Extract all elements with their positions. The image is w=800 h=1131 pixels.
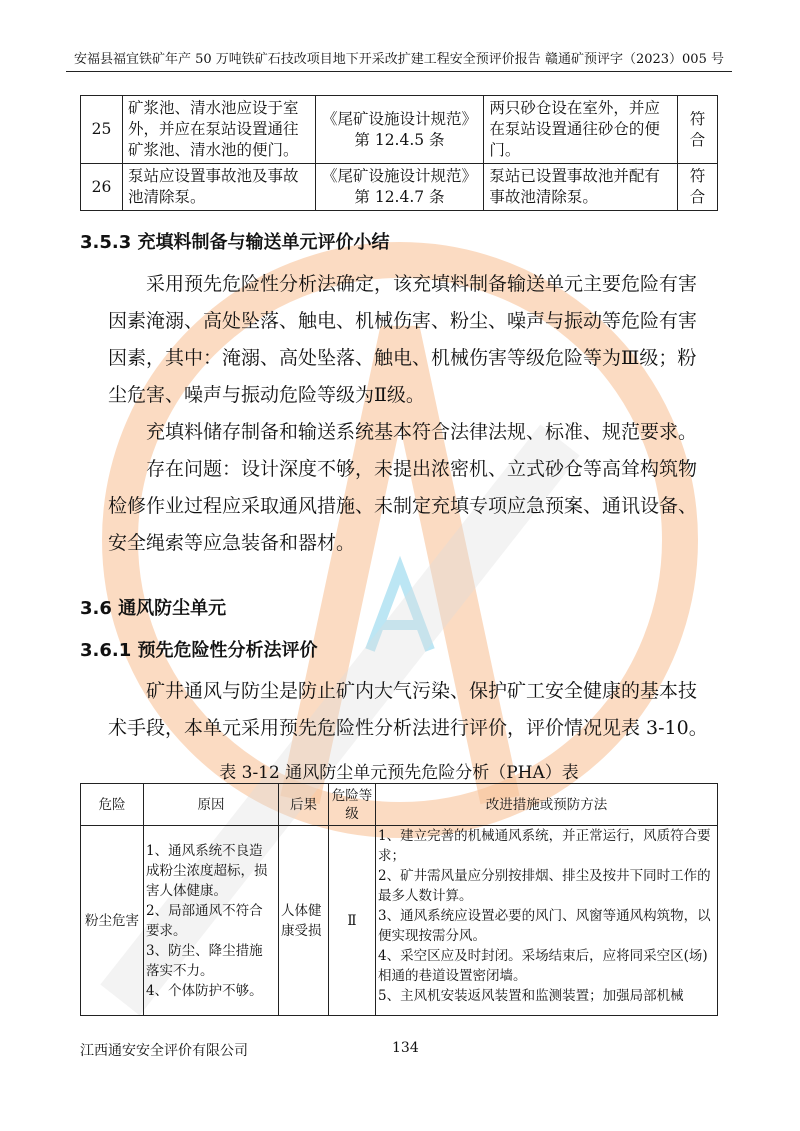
result: 符合 [678, 96, 718, 164]
cause-item: 4、个体防护不够。 [146, 982, 263, 999]
table-row [81, 826, 718, 1016]
actual-status: 泵站已设置事故池并配有事故池清除泵。 [484, 164, 678, 211]
pha-table [80, 783, 718, 1016]
cause-item: 1、通风系统不良造成粉尘浓度超标，损害人体健康。 [146, 842, 268, 899]
measure-item: 4、采空区应及时封闭。采场结束后，应将同采空区(场)相通的巷道设置密闭墙。 [378, 948, 708, 984]
footer-company: 江西通安安全评价有限公司 [80, 1043, 248, 1059]
basis: 《尾矿设施设计规范》第 12.4.7 条 [315, 164, 484, 211]
cause-item: 2、局部通风不符合要求。 [146, 902, 263, 939]
row-number: 25 [81, 96, 123, 164]
paragraph [108, 673, 708, 747]
compliance-table [80, 95, 718, 211]
text-line: 检修作业过程应采取通风措施、未制定充填专项应急预案、通讯设备、 [108, 495, 698, 517]
result: 符合 [678, 164, 718, 211]
text-line: 充填料储存制备和输送系统基本符合法律法规、标准、规范要求。 [146, 421, 698, 443]
consequence: 人体健康受损 [279, 826, 329, 1016]
page-header: 安福县福宜铁矿年产 50 万吨铁矿石技改项目地下开采改扩建工程安全预评价报告 赣通矿预评字（2023）005 号 [66, 48, 732, 72]
row-number: 26 [81, 164, 123, 211]
section-heading-3-6-1: 3.6.1 预先危险性分析法评价 [80, 640, 318, 661]
text-line: 存在问题：设计深度不够，未提出浓密机、立式砂仓等高耸构筑物 [146, 458, 698, 480]
causes [144, 826, 279, 1016]
table-row [81, 96, 718, 164]
text-line: 术手段，本单元采用预先危险性分析法进行评价，评价情况见表 3-10。 [108, 717, 708, 739]
requirement: 矿浆池、清水池应设于室外，并应在泵站设置通往矿浆池、清水池的便门。 [122, 96, 315, 164]
section-heading-3-6: 3.6 通风防尘单元 [80, 598, 227, 619]
hazard: 粉尘危害 [81, 826, 144, 1016]
cause-item: 3、防尘、降尘措施落实不力。 [146, 942, 263, 979]
header-measures: 改进措施或预防方法 [376, 784, 718, 826]
risk-level: Ⅱ [329, 826, 376, 1016]
table-caption: 表 3-12 通风防尘单元预先危险分析（PHA）表 [219, 763, 579, 783]
measure-item: 1、建立完善的机械通风系统，并正常运行，风质符合要求； [378, 828, 711, 864]
header-consequence: 后果 [279, 784, 329, 826]
text-line: 矿井通风与防尘是防止矿内大气污染、保护矿工安全健康的基本技 [146, 680, 698, 702]
section-heading-3-5-3: 3.5.3 充填料制备与输送单元评价小结 [80, 232, 390, 253]
measure-item: 3、通风系统应设置必要的风门、风窗等通风构筑物，以便实现按需分风。 [378, 908, 711, 944]
header-level: 危险等级 [329, 784, 376, 826]
basis: 《尾矿设施设计规范》第 12.4.5 条 [315, 96, 484, 164]
table-row [81, 164, 718, 211]
text-line: 因素，其中：淹溺、高处坠落、触电、机械伤害等级危险等为Ⅲ级；粉 [108, 347, 697, 369]
measure-item: 2、矿井需风量应分别按排烟、排尘及按井下同时工作的最多人数计算。 [378, 868, 711, 904]
text-line: 采用预先危险性分析法确定，该充填料制备输送单元主要危险有害 [146, 273, 698, 295]
measure-item: 5、主风机安装返风装置和监测装置；加强局部机械 [378, 988, 684, 1004]
page-number: 134 [392, 1040, 419, 1056]
header-cause: 原因 [144, 784, 279, 826]
requirement: 泵站应设置事故池及事故池清除泵。 [122, 164, 315, 211]
text-line: 因素淹溺、高处坠落、触电、机械伤害、粉尘、噪声与振动等危险有害 [108, 310, 698, 332]
text-line: 尘危害、噪声与振动危险等级为Ⅱ级。 [108, 384, 425, 406]
header-hazard: 危险 [81, 784, 144, 826]
measures [376, 826, 718, 1016]
actual-status: 两只砂仓设在室外，并应在泵站设置通往砂仓的便门。 [484, 96, 678, 164]
table-header-row [81, 784, 718, 826]
paragraph [108, 266, 698, 562]
text-line: 安全绳索等应急装备和器材。 [108, 532, 356, 554]
